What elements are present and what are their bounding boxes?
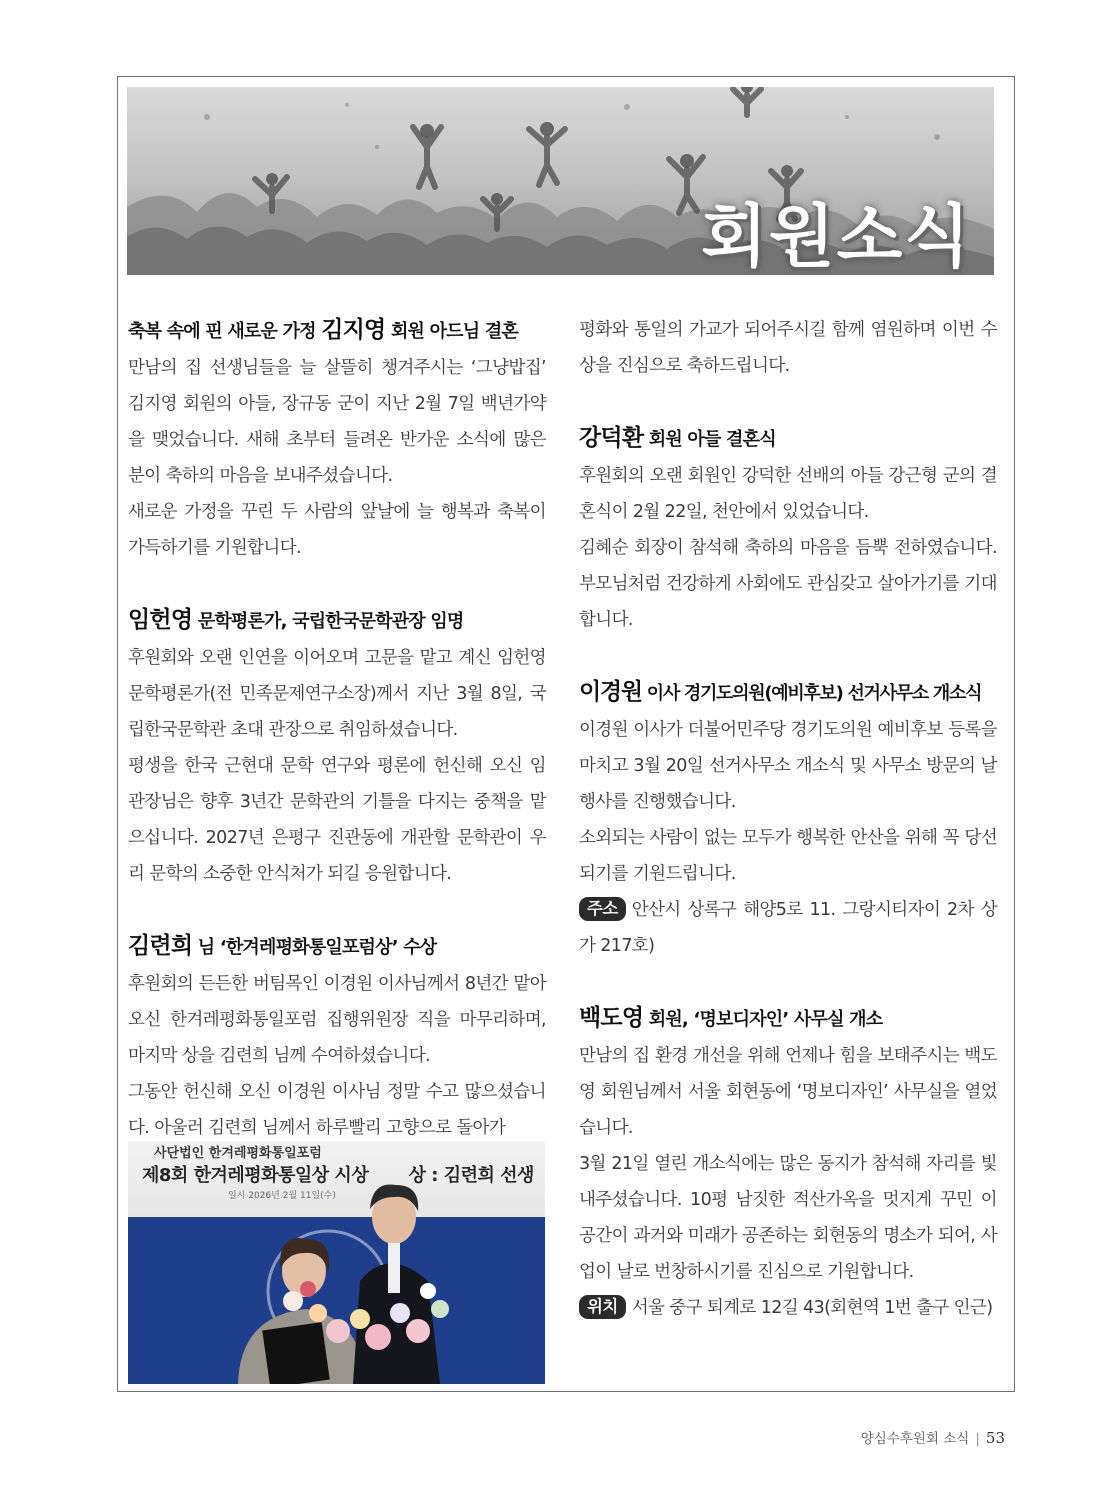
- article-paragraph: 후원회의 오랜 회원인 강덕한 선배의 아들 강근형 군의 결혼식이 2월 22일, 천안에서 있었습니다.: [579, 466, 997, 522]
- article-paragraph: 만남의 집 환경 개선을 위해 언제나 힘을 보태주시는 백도영 회원님께서 서울 회현동에 ‘명보디자인’ 사무실을 열었습니다.: [579, 1046, 997, 1138]
- article-paragraph: 만남의 집 선생님들을 늘 살뜰히 챙겨주시는 ‘그냥밥집’ 김지영 회원의 아들, 장규동 군이 지난 2월 7일 백년가약을 맺었습니다. 새해 초부터 들려온 반가운 소식에 많은 분이 축하의 마음을 보내주셨습니다.: [128, 358, 546, 486]
- article-paragraph: 새로운 가정을 꾸린 두 사람의 앞날에 늘 행복과 축복이 가득하기를 기원합니다.: [128, 502, 546, 558]
- article-paragraph: 후원회의 든든한 버팀목인 이경원 이사님께서 8년간 맡아오신 한겨레평화통일포럼 집행위원장 직을 마무리하며, 마지막 상을 김련희 님께 수여하셨습니다.: [128, 974, 546, 1066]
- page-number: 53: [985, 1429, 1005, 1447]
- photo-date-text: 일시 2026년 2월 11일(수): [228, 1191, 336, 1201]
- article-paragraph: 평생을 한국 근현대 문학 연구와 평론에 헌신해 오신 임 관장님은 향후 3년간 문학관의 기틀을 다지는 중책을 맡으십니다. 2027년 은평구 진관동에 개관할 문학관이 우리 문학의 소중한 안식처가 되길 응원합니다.: [128, 756, 546, 884]
- banner-title: 회원소식: [701, 198, 972, 275]
- photo-org-text: 사단법인 한겨레평화통일포럼: [154, 1146, 322, 1161]
- article-paragraph: 소외되는 사람이 없는 모두가 행복한 안산을 위해 꼭 당선되기를 기원드립니다.: [579, 828, 997, 884]
- article-paragraph: 후원회와 오랜 인연을 이어오며 고문을 맡고 계신 임헌영 문학평론가(전 민족문제연구소장)께서 지난 3월 8일, 국립한국문학관 초대 관장으로 취임하셨습니다.: [128, 648, 546, 740]
- article-heading: 백도영 회원, ‘명보디자인’ 사무실 개소: [579, 1005, 883, 1031]
- article-heading: 김련희 님 ‘한겨레평화통일포럼상’ 수상: [128, 933, 437, 959]
- article-paragraph: 이경원 이사가 더불어민주당 경기도의원 예비후보 등록을 마치고 3월 20일 선거사무소 개소식 및 사무소 방문의 날 행사를 진행했습니다.: [579, 720, 997, 812]
- right-column: [579, 312, 997, 1326]
- article-paragraph: 3월 21일 열린 개소식에는 많은 동지가 참석해 자리를 빛내주셨습니다. 10평 남짓한 적산가옥을 멋지게 꾸민 이 공간이 과거와 미래가 공존하는 회현동의 명소가 되어, 사업이 날로 번창하시기를 진심으로 기원합니다.: [579, 1154, 997, 1282]
- article-paragraph: 평화와 통일의 가교가 되어주시길 함께 염원하며 이번 수상을 진심으로 축하드립니다.: [579, 320, 997, 376]
- article-heading: 강덕환 회원 아들 결혼식: [579, 425, 776, 451]
- location-line: 위치 서울 중구 퇴계로 12길 43(회현역 1번 출구 인근): [579, 1290, 997, 1326]
- location-tag: 위치: [579, 1295, 626, 1319]
- article-heading: 축복 속에 핀 새로운 가정 김지영 회원 아드님 결혼: [128, 317, 518, 343]
- address-tag: 주소: [579, 897, 626, 921]
- article-paragraph: 김혜순 회장이 참석해 축하의 마음을 듬뿍 전하였습니다. 부모님처럼 건강하게 사회에도 관심갖고 살아가기를 기대합니다.: [579, 538, 997, 630]
- award-ceremony-photo: [128, 1141, 545, 1384]
- address-line: 주소 안산시 상록구 해양5로 11. 그랑시티자이 2차 상가 217호): [579, 899, 997, 956]
- article-paragraph: 그동안 헌신해 오신 이경원 이사님 정말 수고 많으셨습니다. 아울러 김련희 님께서 하루빨리 고향으로 돌아가: [128, 1082, 546, 1138]
- left-column: [128, 312, 546, 1146]
- photo-award-text: 제8회 한겨레평화통일상 시상 상 : 김련희 선생: [142, 1165, 534, 1186]
- page-footer: 양심수후원회 소식 | 53: [860, 1429, 1005, 1447]
- people-with-flowers-illustration: [128, 1141, 545, 1384]
- article-heading: 임헌영 문학평론가, 국립한국문학관장 임명: [128, 607, 464, 633]
- section-banner: [127, 87, 994, 275]
- footer-label: 양심수후원회 소식: [860, 1431, 970, 1447]
- article-heading: 이경원 이사 경기도의원(예비후보) 선거사무소 개소식: [579, 679, 982, 705]
